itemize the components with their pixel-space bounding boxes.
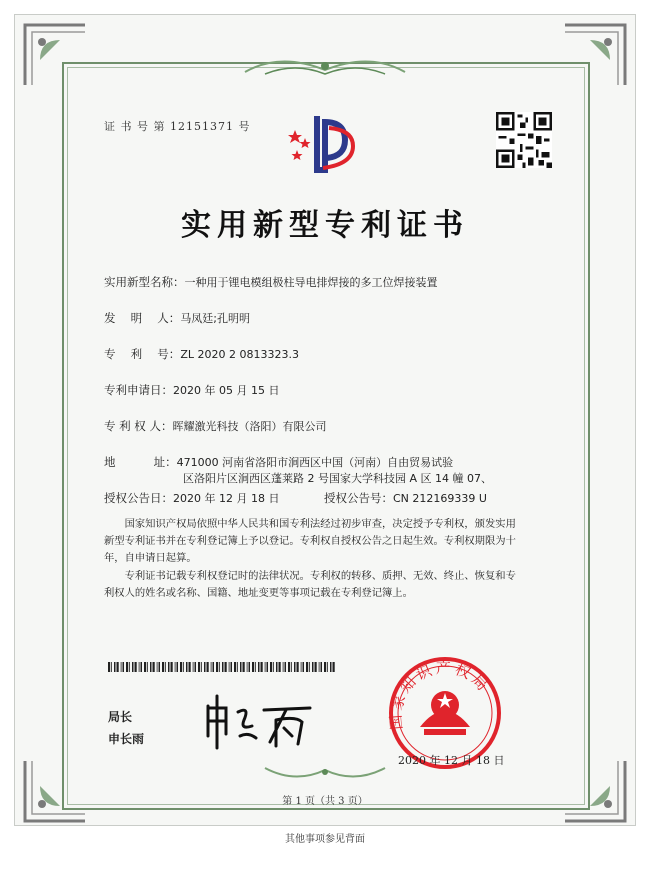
patentee-value: 晖耀激光科技（洛阳）有限公司: [172, 420, 327, 433]
patentee-row: [104, 418, 326, 434]
inventor-value: 马凤廷;孔明明: [180, 312, 251, 325]
address-row: [104, 454, 453, 470]
filing-date-label: 专利申请日：: [104, 383, 173, 397]
certificate-number: 证 书 号 第 12151371 号: [104, 120, 251, 133]
statement-paragraph-1: [104, 516, 548, 567]
patent-number-value: ZL 2020 2 0813323.3: [180, 348, 299, 361]
qr-code-icon: [496, 112, 552, 168]
address-line-2: 区洛阳片区涧西区蓬莱路 2 号国家大学科技园 A 区 14 幢 07、: [183, 472, 492, 485]
utility-model-name-value: 一种用于锂电模组极柱导电排焊接的多工位焊接装置: [184, 276, 438, 289]
logo-icon: [283, 108, 365, 178]
filing-date-row: [104, 382, 279, 398]
corner-ornament-icon: [20, 20, 90, 90]
statement-paragraph-2: [104, 568, 548, 602]
patent-number-row: [104, 346, 299, 362]
statement-1-line-1: 国家知识产权局依照中华人民共和国专利法经过初步审查，决定授予专利权，颁发实用: [104, 518, 516, 530]
signature-icon: [200, 686, 320, 756]
statement-2-line-2: 利权人的姓名或名称、国籍、地址变更等事项记载在专利登记簿上。: [104, 587, 413, 599]
director-name: 申长雨: [108, 732, 145, 746]
grant-number-label: 授权公告号：: [324, 491, 393, 505]
seal-text: 国家知识产权局: [386, 658, 494, 731]
top-ornament-icon: [235, 52, 415, 82]
footer-note: 其他事项参见背面: [285, 834, 365, 845]
statement-2-line-1: 专利证书记载专利权登记时的法律状况。专利权的转移、质押、无效、终止、恢复和专: [104, 570, 516, 582]
svg-text:国家知识产权局: [386, 659, 493, 730]
utility-model-name-row: [104, 274, 438, 290]
grant-number-value: CN 212169339 U: [393, 492, 487, 505]
address-line-1: 471000 河南省洛阳市涧西区中国（河南）自由贸易试验: [176, 456, 454, 469]
corner-ornament-icon: [560, 756, 630, 826]
statement-1-line-2: 新型专利证书并在专利登记簿上予以登记。专利权自授权公告之日起生效。专利权期限为十: [104, 535, 516, 547]
filing-date-value: 2020 年 05 月 15 日: [173, 384, 280, 397]
patentee-label: 专 利 权 人：: [104, 419, 173, 433]
patent-number-label: 专 利 号：: [104, 347, 181, 361]
utility-model-name-label: 实用新型名称：: [104, 275, 185, 289]
grant-row: [104, 490, 279, 506]
grant-date-label: 授权公告日：: [104, 491, 173, 505]
inventor-label: 发 明 人：: [104, 311, 181, 325]
director-title: 局长: [108, 710, 133, 724]
corner-ornament-icon: [20, 756, 90, 826]
grant-number-row: [324, 490, 487, 506]
inventor-row: [104, 310, 250, 326]
grant-date-value: 2020 年 12 月 18 日: [173, 492, 280, 505]
corner-ornament-icon: [560, 20, 630, 90]
bottom-ornament-icon: [255, 762, 395, 786]
barcode-icon: [108, 662, 338, 672]
address-label: 地 址：: [104, 455, 177, 469]
statement-1-line-3: 年，自申请日起算。: [104, 552, 197, 564]
seal-date: 2020 年 12 月 18 日: [398, 754, 505, 767]
page-number: 第 1 页（共 3 页）: [282, 796, 368, 807]
document-title: 实用新型专利证书: [181, 208, 469, 243]
